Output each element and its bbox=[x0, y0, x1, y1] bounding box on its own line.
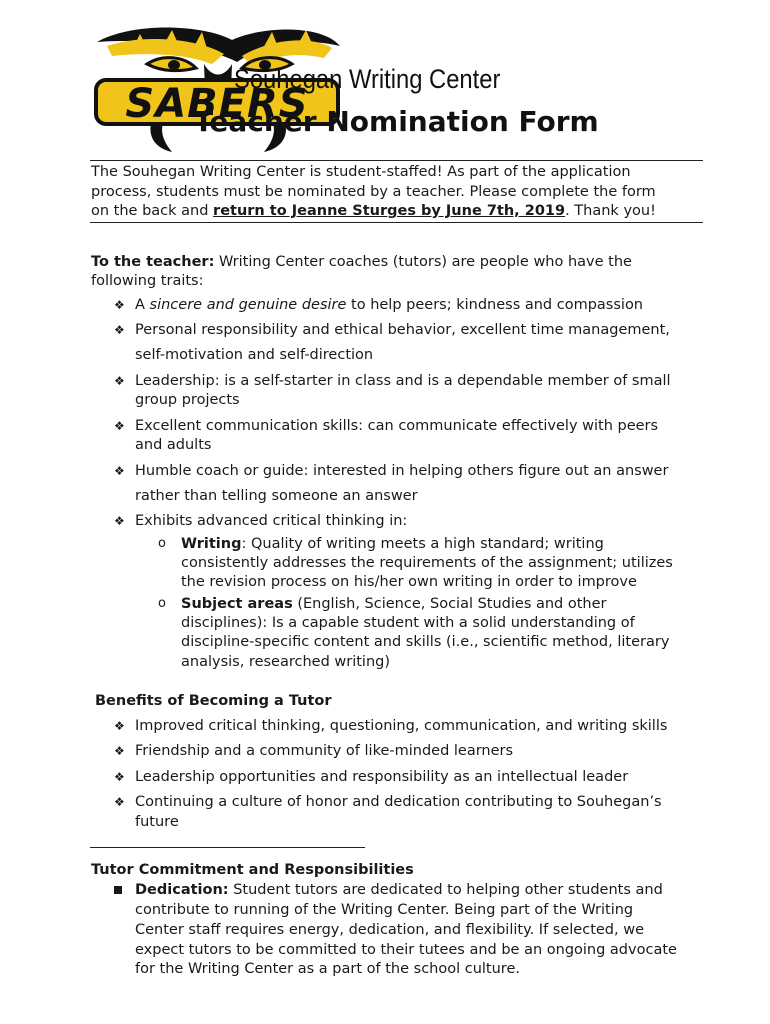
teacher-lead-2: following traits: bbox=[91, 273, 204, 289]
trait-3-cont: group projects bbox=[135, 392, 240, 408]
diamond-bullet-icon: ❖ bbox=[114, 514, 125, 528]
diamond-bullet-icon: ❖ bbox=[114, 770, 125, 784]
writing-criteria-2: consistently addresses the requirements of the assignment; utilizes bbox=[181, 555, 673, 571]
teacher-lead-label: To the teacher: bbox=[91, 254, 215, 270]
benefit-4: Continuing a culture of honor and dedication contributing to Souhegan’s bbox=[135, 794, 662, 810]
diamond-bullet-icon: ❖ bbox=[114, 464, 125, 478]
writing-label: Writing bbox=[181, 536, 242, 552]
circle-bullet-icon: o bbox=[158, 596, 166, 611]
return-deadline: return to Jeanne Sturges by June 7th, 2019 bbox=[213, 203, 566, 219]
writing-criteria-3: the revision process on his/her own writing in order to improve bbox=[181, 574, 637, 590]
circle-bullet-icon: o bbox=[158, 536, 166, 551]
trait-4: Excellent communication skills: can communicate effectively with peers bbox=[135, 418, 659, 434]
dedication-item-2: contribute to running of the Writing Center. Being part of the Writing bbox=[135, 902, 634, 918]
diamond-bullet-icon: ❖ bbox=[114, 744, 125, 758]
diamond-bullet-icon: ❖ bbox=[114, 419, 125, 433]
diamond-bullet-icon: ❖ bbox=[114, 323, 125, 337]
section-divider bbox=[90, 847, 365, 848]
subject-label: Subject areas bbox=[181, 596, 293, 612]
dedication-item-4: expect tutors to be committed to their tutees and be an ongoing advocate bbox=[135, 942, 677, 958]
dedication-item-3: Center staff requires energy, dedication, and flexibility. If selected, we bbox=[135, 922, 645, 938]
subject-criteria: Subject areas (English, Science, Social Studies and other bbox=[181, 596, 607, 612]
trait-5: Humble coach or guide: interested in helping others figure out an answer bbox=[135, 463, 669, 479]
subject-criteria-3: discipline-specific content and skills (i.e., scientific method, literary bbox=[181, 634, 670, 650]
trait-5-cont: rather than telling someone an answer bbox=[135, 488, 418, 504]
intro-thanks: . Thank you! bbox=[565, 203, 656, 219]
form-title: Teacher Nomination Form bbox=[194, 105, 599, 138]
dedication-label: Dedication: bbox=[135, 882, 229, 898]
benefit-3: Leadership opportunities and responsibility as an intellectual leader bbox=[135, 769, 629, 785]
intro-line-3 bbox=[91, 201, 656, 221]
trait-4-cont: and adults bbox=[135, 437, 212, 453]
intro-bottom-rule bbox=[90, 222, 703, 223]
trait-6: Exhibits advanced critical thinking in: bbox=[135, 513, 408, 529]
trait-1-emphasis: sincere and genuine desire bbox=[149, 297, 347, 313]
trait-1: A sincere and genuine desire to help peers; kindness and compassion bbox=[135, 297, 643, 313]
dedication-item-5: for the Writing Center as a part of the school culture. bbox=[135, 961, 520, 977]
trait-3: Leadership: is a self-starter in class and is a dependable member of small bbox=[135, 373, 671, 389]
svg-text:SABERS: SABERS bbox=[125, 81, 309, 127]
intro-line-1: The Souhegan Writing Center is student-staffed! As part of the application bbox=[91, 164, 631, 180]
dedication-item: Dedication: Student tutors are dedicated to helping other students and bbox=[135, 882, 663, 898]
writing-criteria: Writing: Quality of writing meets a high standard; writing bbox=[181, 536, 604, 552]
subject-criteria-2: disciplines): Is a capable student with a solid understanding of bbox=[181, 615, 635, 631]
intro-text: on the back and bbox=[91, 203, 214, 219]
diamond-bullet-icon: ❖ bbox=[114, 795, 125, 809]
teacher-lead-text: Writing Center coaches (tutors) are people who have the bbox=[214, 254, 632, 270]
square-bullet-icon bbox=[114, 886, 122, 894]
intro-line-2: process, students must be nominated by a teacher. Please complete the form bbox=[91, 184, 656, 200]
diamond-bullet-icon: ❖ bbox=[114, 374, 125, 388]
page-title: Souhegan Writing Center bbox=[234, 64, 501, 94]
trait-2-cont: self-motivation and self-direction bbox=[135, 347, 374, 363]
intro-top-rule bbox=[90, 160, 703, 161]
benefit-2: Friendship and a community of like-minded learners bbox=[135, 743, 514, 759]
teacher-lead bbox=[91, 252, 632, 272]
benefit-4-cont: future bbox=[135, 814, 179, 830]
benefit-1: Improved critical thinking, questioning, communication, and writing skills bbox=[135, 718, 668, 734]
trait-2: Personal responsibility and ethical behavior, excellent time management, bbox=[135, 322, 670, 338]
diamond-bullet-icon: ❖ bbox=[114, 298, 125, 312]
benefits-heading: Benefits of Becoming a Tutor bbox=[95, 693, 332, 709]
commitment-heading: Tutor Commitment and Responsibilities bbox=[91, 862, 414, 878]
diamond-bullet-icon: ❖ bbox=[114, 719, 125, 733]
subject-criteria-4: analysis, researched writing) bbox=[181, 654, 391, 670]
